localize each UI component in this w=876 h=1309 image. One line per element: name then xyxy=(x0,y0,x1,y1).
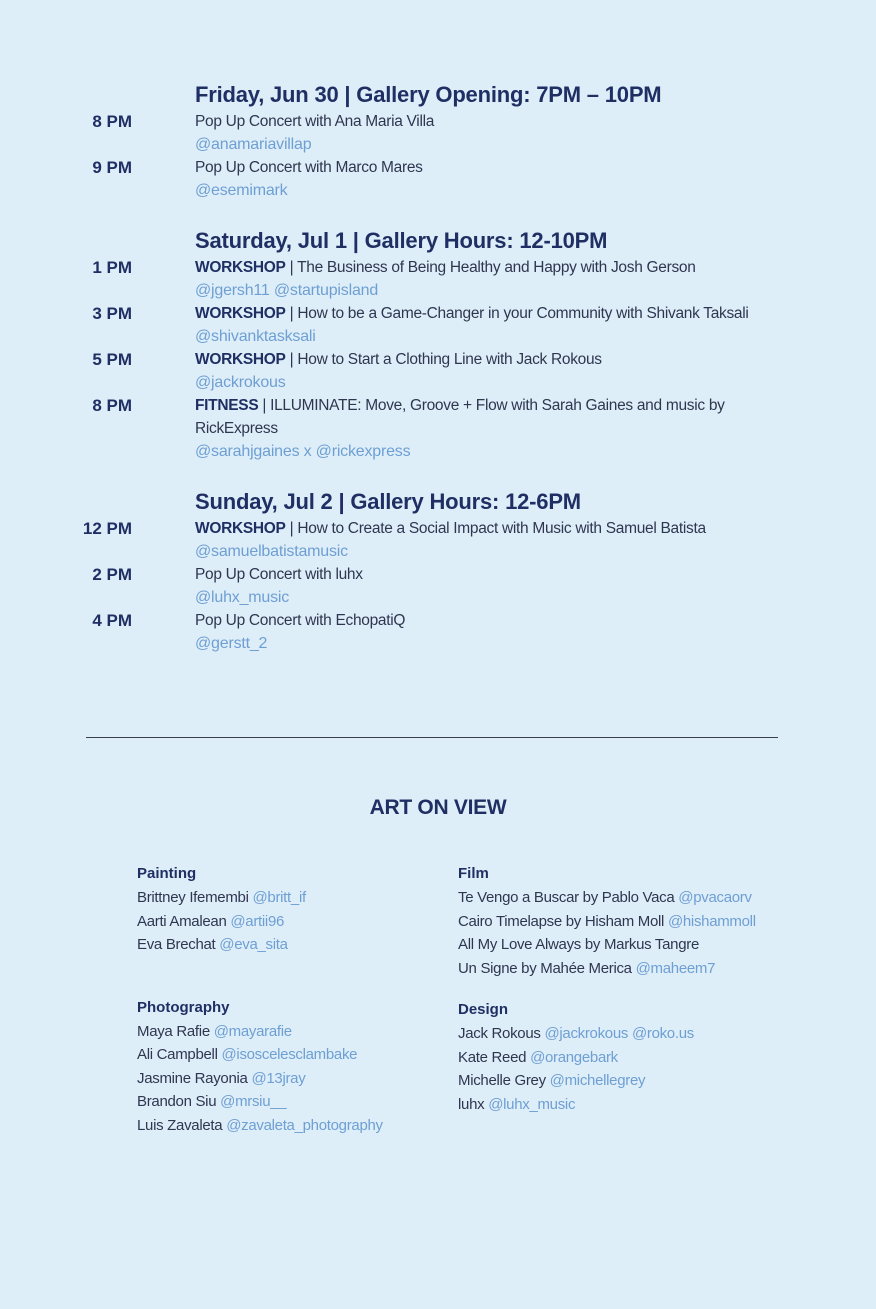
art-column-right xyxy=(458,862,756,1134)
event-text: Pop Up Concert with Marco Mares xyxy=(195,159,423,176)
artist-handle: @maheem7 xyxy=(635,959,716,977)
event-handles: @samuelbatistamusic xyxy=(195,543,348,560)
art-entry xyxy=(137,910,383,934)
event-row xyxy=(0,156,876,202)
art-entry xyxy=(137,1043,383,1067)
artist-name: Maya Rafie xyxy=(137,1022,210,1040)
art-entry xyxy=(458,1069,756,1093)
art-entry xyxy=(137,1114,383,1138)
artist-handle: @eva_sita xyxy=(219,936,288,953)
event-kind: WORKSHOP xyxy=(195,305,286,322)
event-handles: @jgersh11 @startupisland xyxy=(195,282,379,299)
event-handles: @luhx_music xyxy=(195,589,290,606)
art-section-title: Painting xyxy=(137,865,197,882)
art-entry xyxy=(137,886,383,910)
artist-handle: @britt_if xyxy=(252,889,306,906)
artist-name: Jack Rokous xyxy=(458,1025,541,1042)
event-time: 1 PM xyxy=(92,258,132,277)
artist-handle: @luhx_music xyxy=(488,1095,576,1113)
event-time: 3 PM xyxy=(92,304,132,323)
artist-handle: @jackrokous @roko.us xyxy=(544,1025,694,1042)
art-section-film xyxy=(458,862,756,980)
event-text: | ILLUMINATE: Move, Groove + Flow with Sarah Gaines and music by xyxy=(262,397,725,414)
art-section-painting xyxy=(137,862,383,957)
event-row xyxy=(0,563,876,609)
event-text: Pop Up Concert with luhx xyxy=(195,566,363,583)
art-entry xyxy=(458,933,756,957)
artist-handle: @hishammoll xyxy=(667,912,756,930)
event-kind: WORKSHOP xyxy=(195,520,286,537)
artist-handle: @mayarafie xyxy=(213,1022,292,1040)
event-row xyxy=(0,302,876,348)
event-time: 12 PM xyxy=(82,519,132,538)
art-entry xyxy=(458,1022,756,1046)
artist-name: Eva Brechat xyxy=(137,936,216,953)
day-title: Friday, Jun 30 | Gallery Opening: 7PM – 10PM xyxy=(195,82,662,107)
event-row xyxy=(0,609,876,655)
event-time: 8 PM xyxy=(92,396,132,415)
day-title: Saturday, Jul 1 | Gallery Hours: 12-10PM xyxy=(195,228,608,253)
event-row xyxy=(0,348,876,394)
day-title: Sunday, Jul 2 | Gallery Hours: 12-6PM xyxy=(195,489,581,514)
day-block xyxy=(0,226,876,463)
section-divider xyxy=(86,737,778,738)
artist-name: Te Vengo a Buscar by Pablo Vaca xyxy=(458,889,675,906)
art-entry xyxy=(137,1067,383,1091)
event-handles: @sarahjgaines x @rickexpress xyxy=(195,443,411,460)
event-handles: @jackrokous xyxy=(195,374,286,391)
event-kind: WORKSHOP xyxy=(195,259,286,276)
art-entry xyxy=(458,1046,756,1070)
artist-name: Luis Zavaleta xyxy=(137,1116,223,1134)
artist-handle: @artii96 xyxy=(230,912,285,930)
artist-name: Brittney Ifemembi xyxy=(137,889,249,906)
event-text: Pop Up Concert with EchopatiQ xyxy=(195,612,406,629)
art-column-left xyxy=(137,862,383,1155)
event-text: | How to be a Game-Changer in your Community with Shivank Taksali xyxy=(289,305,749,322)
event-kind: WORKSHOP xyxy=(195,351,286,368)
event-text: | The Business of Being Healthy and Happy with Josh Gerson xyxy=(289,259,696,276)
artist-name: luhx xyxy=(458,1095,485,1113)
art-entry xyxy=(458,910,756,934)
event-text-continued: RickExpress xyxy=(195,420,278,437)
artist-name: Michelle Grey xyxy=(458,1072,546,1089)
event-row xyxy=(0,110,876,156)
event-time: 2 PM xyxy=(92,565,132,584)
art-section-photography xyxy=(137,996,383,1138)
event-kind: FITNESS xyxy=(195,397,259,414)
schedule xyxy=(0,80,876,679)
day-block xyxy=(0,487,876,655)
event-time: 8 PM xyxy=(92,112,132,131)
art-section-title: Design xyxy=(458,1001,509,1018)
event-text: | How to Start a Clothing Line with Jack Rokous xyxy=(289,351,602,368)
artist-handle: @pvacaorv xyxy=(678,889,752,906)
artist-name: Brandon Siu xyxy=(137,1093,217,1110)
event-text: Pop Up Concert with Ana Maria Villa xyxy=(195,113,435,130)
artist-handle: @13jray xyxy=(251,1069,306,1087)
artist-name: Kate Reed xyxy=(458,1048,527,1066)
artist-handle: @zavaleta_photography xyxy=(226,1116,383,1134)
event-time: 5 PM xyxy=(92,350,132,369)
artist-handle: @michellegrey xyxy=(549,1072,646,1089)
art-entry xyxy=(137,1020,383,1044)
artist-name: All My Love Always by Markus Tangre xyxy=(458,936,699,953)
art-entry xyxy=(458,957,756,981)
event-handles: @gerstt_2 xyxy=(195,635,268,652)
event-time: 4 PM xyxy=(92,611,132,630)
event-time: 9 PM xyxy=(92,158,132,177)
artist-name: Jasmine Rayonia xyxy=(137,1069,248,1087)
event-text: | How to Create a Social Impact with Music with Samuel Batista xyxy=(289,520,706,537)
event-row xyxy=(0,517,876,563)
event-handles: @esemimark xyxy=(195,182,288,199)
artist-handle: @orangebark xyxy=(530,1048,618,1066)
art-entry xyxy=(458,886,756,910)
art-entry xyxy=(137,1090,383,1114)
event-handles: @anamariavillap xyxy=(195,136,312,153)
artist-name: Aarti Amalean xyxy=(137,912,227,930)
day-block xyxy=(0,80,876,202)
artist-handle: @isoscelesclambake xyxy=(221,1046,358,1063)
artist-name: Un Signe by Mahée Merica xyxy=(458,959,632,977)
art-section-title: Film xyxy=(458,865,489,882)
art-entry xyxy=(137,933,383,957)
art-on-view-title: ART ON VIEW xyxy=(369,796,507,819)
art-section-title: Photography xyxy=(137,998,230,1016)
art-entry xyxy=(458,1093,756,1117)
event-row xyxy=(0,394,876,463)
artist-name: Ali Campbell xyxy=(137,1046,218,1063)
artist-handle: @mrsiu__ xyxy=(220,1093,287,1110)
event-row xyxy=(0,256,876,302)
art-section-design xyxy=(458,998,756,1116)
artist-name: Cairo Timelapse by Hisham Moll xyxy=(458,912,665,930)
event-handles: @shivanktasksali xyxy=(195,328,316,345)
